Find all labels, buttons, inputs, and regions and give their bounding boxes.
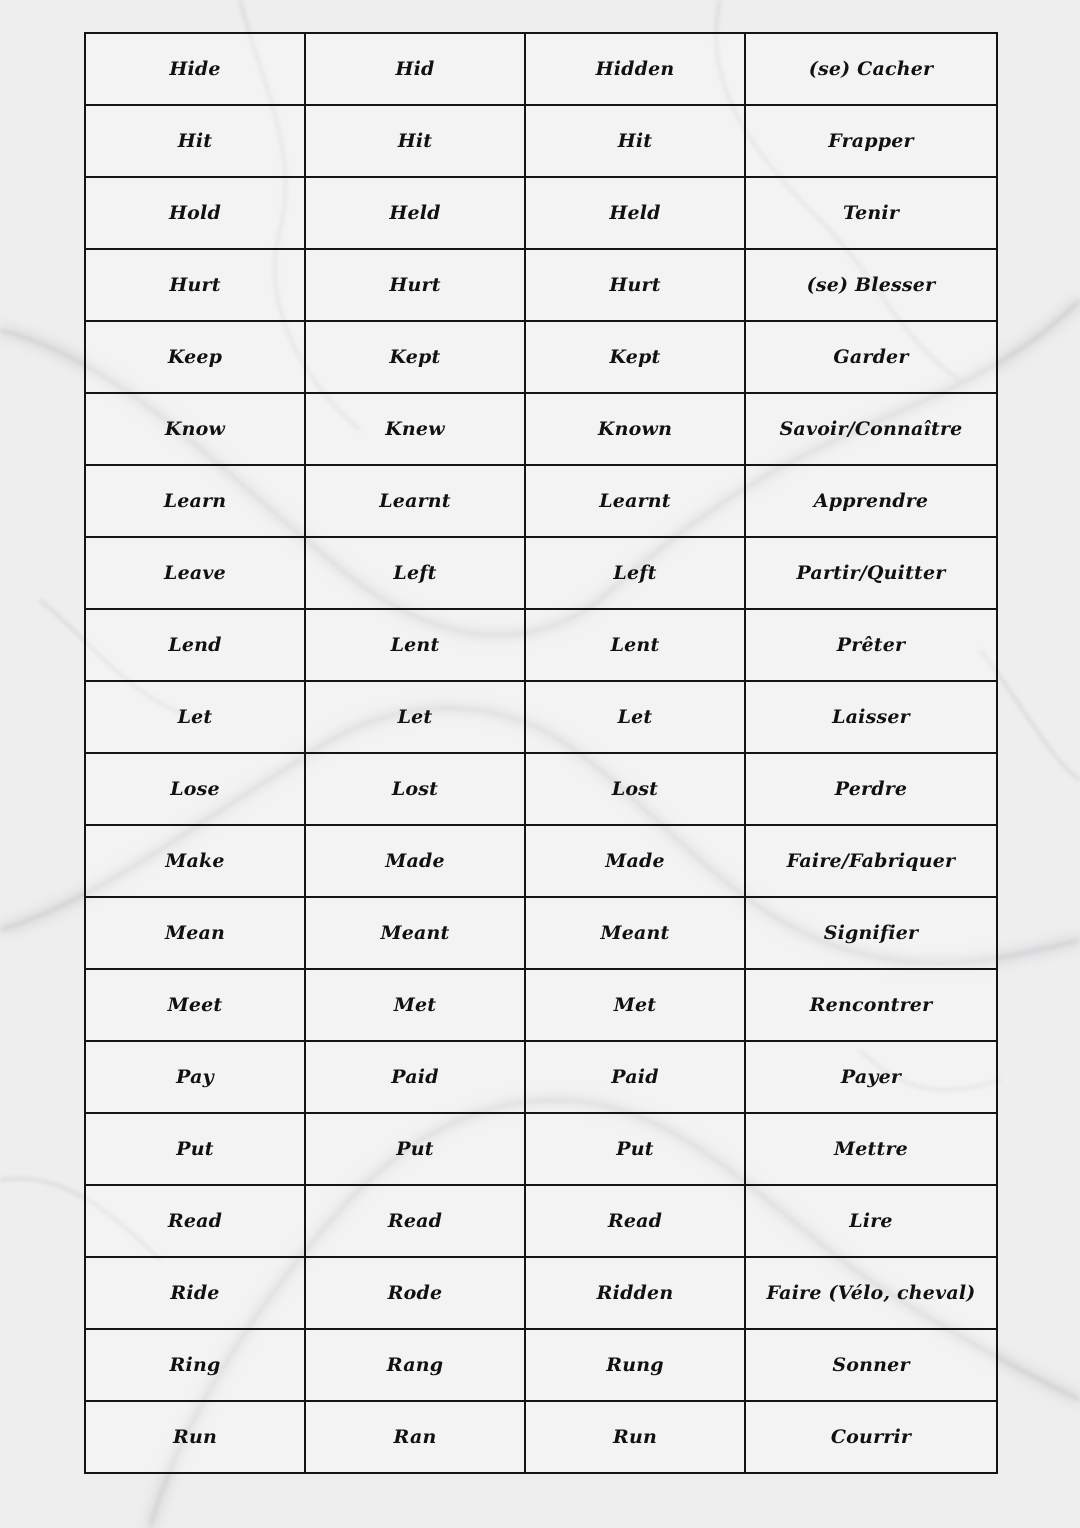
base-form-cell: Lend [85, 609, 305, 681]
table-row [85, 1329, 997, 1401]
base-form-cell: Leave [85, 537, 305, 609]
base-form-cell: Run [85, 1401, 305, 1473]
translation-cell: Laisser [745, 681, 997, 753]
past-simple-cell: Learnt [305, 465, 525, 537]
past-participle-cell: Paid [525, 1041, 745, 1113]
table-row [85, 1041, 997, 1113]
past-simple-cell: Rang [305, 1329, 525, 1401]
translation-cell: Faire (Vélo, cheval) [745, 1257, 997, 1329]
past-simple-cell: Made [305, 825, 525, 897]
base-form-cell: Let [85, 681, 305, 753]
past-participle-cell: Ridden [525, 1257, 745, 1329]
past-simple-cell: Let [305, 681, 525, 753]
past-simple-cell: Hid [305, 33, 525, 105]
past-participle-cell: Let [525, 681, 745, 753]
translation-cell: Faire/Fabriquer [745, 825, 997, 897]
translation-cell: Mettre [745, 1113, 997, 1185]
base-form-cell: Pay [85, 1041, 305, 1113]
base-form-cell: Ring [85, 1329, 305, 1401]
table-row [85, 753, 997, 825]
translation-cell: Savoir/Connaître [745, 393, 997, 465]
past-participle-cell: Meant [525, 897, 745, 969]
translation-cell: Payer [745, 1041, 997, 1113]
past-participle-cell: Hurt [525, 249, 745, 321]
table-row [85, 1401, 997, 1473]
base-form-cell: Mean [85, 897, 305, 969]
table-row [85, 1257, 997, 1329]
base-form-cell: Lose [85, 753, 305, 825]
table-row [85, 249, 997, 321]
base-form-cell: Hit [85, 105, 305, 177]
translation-cell: Rencontrer [745, 969, 997, 1041]
base-form-cell: Hold [85, 177, 305, 249]
past-simple-cell: Read [305, 1185, 525, 1257]
past-participle-cell: Made [525, 825, 745, 897]
past-participle-cell: Lost [525, 753, 745, 825]
translation-cell: Courrir [745, 1401, 997, 1473]
base-form-cell: Put [85, 1113, 305, 1185]
verb-table-body [85, 33, 997, 1473]
base-form-cell: Learn [85, 465, 305, 537]
past-simple-cell: Rode [305, 1257, 525, 1329]
past-participle-cell: Lent [525, 609, 745, 681]
past-simple-cell: Met [305, 969, 525, 1041]
translation-cell: Prêter [745, 609, 997, 681]
translation-cell: Signifier [745, 897, 997, 969]
table-row [85, 177, 997, 249]
table-row [85, 969, 997, 1041]
past-simple-cell: Meant [305, 897, 525, 969]
translation-cell: Perdre [745, 753, 997, 825]
past-simple-cell: Hurt [305, 249, 525, 321]
table-row [85, 393, 997, 465]
past-simple-cell: Held [305, 177, 525, 249]
past-simple-cell: Knew [305, 393, 525, 465]
base-form-cell: Meet [85, 969, 305, 1041]
past-participle-cell: Learnt [525, 465, 745, 537]
table-row [85, 537, 997, 609]
table-row [85, 321, 997, 393]
past-participle-cell: Met [525, 969, 745, 1041]
base-form-cell: Hide [85, 33, 305, 105]
table-row [85, 1113, 997, 1185]
translation-cell: Apprendre [745, 465, 997, 537]
past-simple-cell: Hit [305, 105, 525, 177]
table-row [85, 681, 997, 753]
past-participle-cell: Kept [525, 321, 745, 393]
table-row [85, 1185, 997, 1257]
past-simple-cell: Left [305, 537, 525, 609]
translation-cell: Garder [745, 321, 997, 393]
past-participle-cell: Read [525, 1185, 745, 1257]
table-row [85, 825, 997, 897]
past-simple-cell: Put [305, 1113, 525, 1185]
past-simple-cell: Paid [305, 1041, 525, 1113]
past-simple-cell: Lent [305, 609, 525, 681]
base-form-cell: Read [85, 1185, 305, 1257]
past-participle-cell: Run [525, 1401, 745, 1473]
table-row [85, 105, 997, 177]
translation-cell: (se) Cacher [745, 33, 997, 105]
base-form-cell: Make [85, 825, 305, 897]
table-row [85, 33, 997, 105]
translation-cell: Partir/Quitter [745, 537, 997, 609]
translation-cell: (se) Blesser [745, 249, 997, 321]
past-participle-cell: Left [525, 537, 745, 609]
past-participle-cell: Known [525, 393, 745, 465]
past-simple-cell: Lost [305, 753, 525, 825]
translation-cell: Tenir [745, 177, 997, 249]
past-participle-cell: Hit [525, 105, 745, 177]
table-row [85, 609, 997, 681]
translation-cell: Sonner [745, 1329, 997, 1401]
base-form-cell: Ride [85, 1257, 305, 1329]
past-participle-cell: Hidden [525, 33, 745, 105]
base-form-cell: Hurt [85, 249, 305, 321]
past-participle-cell: Held [525, 177, 745, 249]
table-row [85, 465, 997, 537]
translation-cell: Lire [745, 1185, 997, 1257]
past-simple-cell: Kept [305, 321, 525, 393]
past-participle-cell: Put [525, 1113, 745, 1185]
irregular-verbs-table [84, 32, 998, 1474]
base-form-cell: Know [85, 393, 305, 465]
translation-cell: Frapper [745, 105, 997, 177]
table-row [85, 897, 997, 969]
past-simple-cell: Ran [305, 1401, 525, 1473]
past-participle-cell: Rung [525, 1329, 745, 1401]
base-form-cell: Keep [85, 321, 305, 393]
